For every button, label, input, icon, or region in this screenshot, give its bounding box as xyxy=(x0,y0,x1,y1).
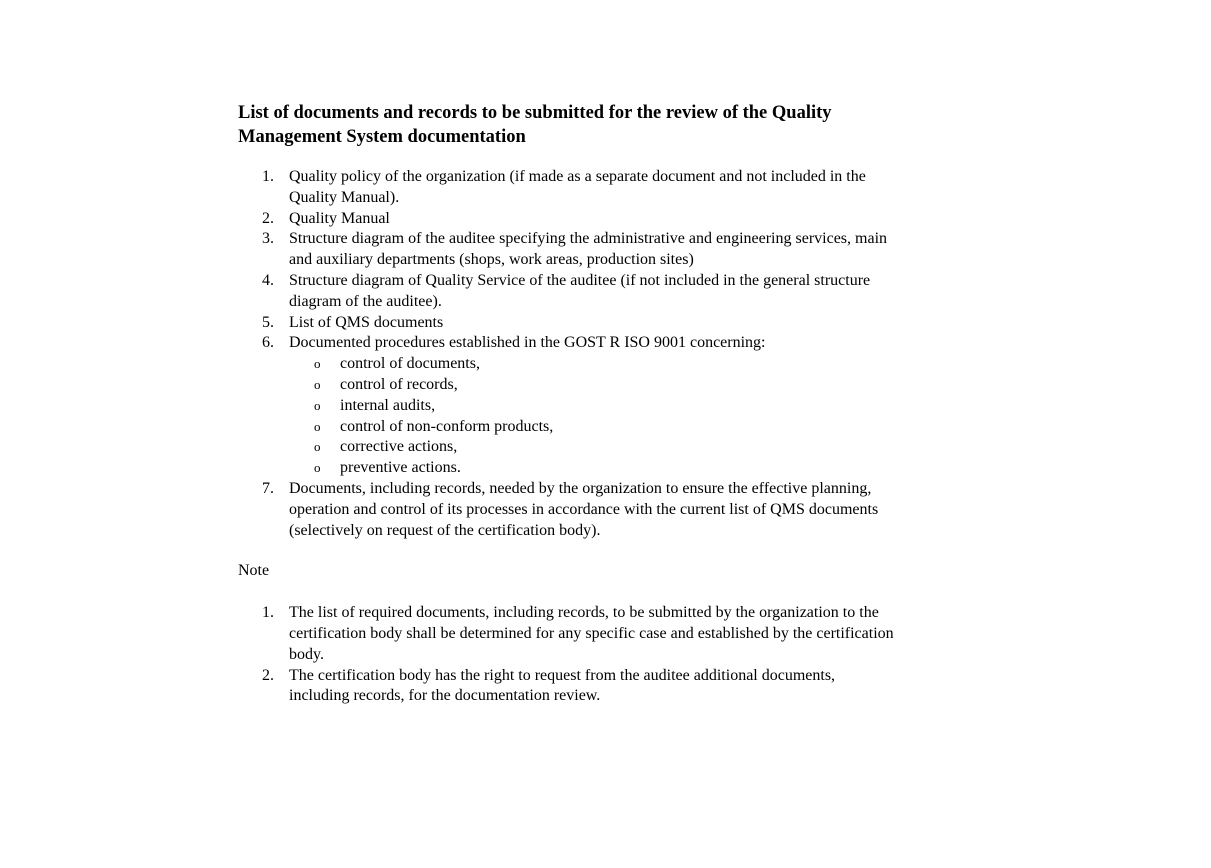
list-item-number: 3. xyxy=(262,230,274,248)
list-item-text: Structure diagram of the auditee specifying the administrative and engineering services, main and auxiliary departments (shops, work areas, production sites) xyxy=(289,230,888,269)
circle-bullet-icon: o xyxy=(314,418,321,434)
note-item-text: The certification body has the right to request from the auditee additional documents, including records, for the documentation review. xyxy=(289,666,836,705)
list-item-number: 7. xyxy=(262,479,274,497)
circle-bullet-icon: o xyxy=(314,356,321,372)
list-item xyxy=(238,333,899,479)
sublist-item xyxy=(289,396,899,417)
circle-bullet-icon: o xyxy=(314,439,321,455)
circle-bullet-icon: o xyxy=(314,397,321,413)
circle-bullet-icon: o xyxy=(314,376,321,392)
list-item xyxy=(238,209,899,230)
note-item xyxy=(238,603,899,665)
note-heading: Note xyxy=(238,562,270,580)
list-item-number: 4. xyxy=(262,271,274,289)
document-title: List of documents and records to be submitted for the review of the Quality Management System documentation xyxy=(238,103,832,147)
sublist-item-text: preventive actions. xyxy=(340,459,461,477)
sublist-item xyxy=(289,458,899,479)
sublist-item-text: control of records, xyxy=(340,375,458,393)
list-item-text: Quality policy of the organization (if made as a separate document and not included in the Quality Manual). xyxy=(289,168,866,206)
list-item-text: Quality Manual xyxy=(289,209,390,227)
note-item-number: 1. xyxy=(262,604,274,622)
procedures-sublist xyxy=(289,354,899,479)
list-item xyxy=(238,167,899,209)
note-item-text: The list of required documents, including records, to be submitted by the organization to the certification body shall be determined for any specific case and established by the certification body. xyxy=(289,604,894,663)
note-item-number: 2. xyxy=(262,666,274,684)
sublist-item xyxy=(289,437,899,458)
sublist-item-text: control of non-conform products, xyxy=(340,417,554,435)
list-item-text: Documents, including records, needed by the organization to ensure the effective planning, operation and control of its processes in accordance with the current list of QMS documents (selectively on request of the certification body). xyxy=(289,479,879,539)
list-item-number: 1. xyxy=(262,168,274,185)
list-item xyxy=(238,229,899,271)
circle-bullet-icon: o xyxy=(314,460,321,476)
list-item-text: Documented procedures established in the GOST R ISO 9001 concerning: xyxy=(289,334,766,352)
sublist-item-text: internal audits, xyxy=(340,396,436,414)
sublist-item xyxy=(289,354,899,375)
note-list xyxy=(238,603,908,707)
list-item-number: 6. xyxy=(262,334,274,352)
documents-list xyxy=(238,167,908,541)
list-item-text: Structure diagram of Quality Service of the auditee (if not included in the general structure diagram of the auditee). xyxy=(289,271,871,310)
sublist-item-text: corrective actions, xyxy=(340,438,458,456)
document-page xyxy=(238,101,908,707)
note-item xyxy=(238,666,899,708)
list-item-number: 2. xyxy=(262,209,274,227)
list-item-number: 5. xyxy=(262,313,274,331)
sublist-item xyxy=(289,375,899,396)
list-item xyxy=(238,479,899,541)
list-item xyxy=(238,271,899,313)
sublist-item-text: control of documents, xyxy=(340,355,480,373)
list-item-text: List of QMS documents xyxy=(289,313,444,331)
sublist-item xyxy=(289,417,899,438)
list-item xyxy=(238,313,899,334)
